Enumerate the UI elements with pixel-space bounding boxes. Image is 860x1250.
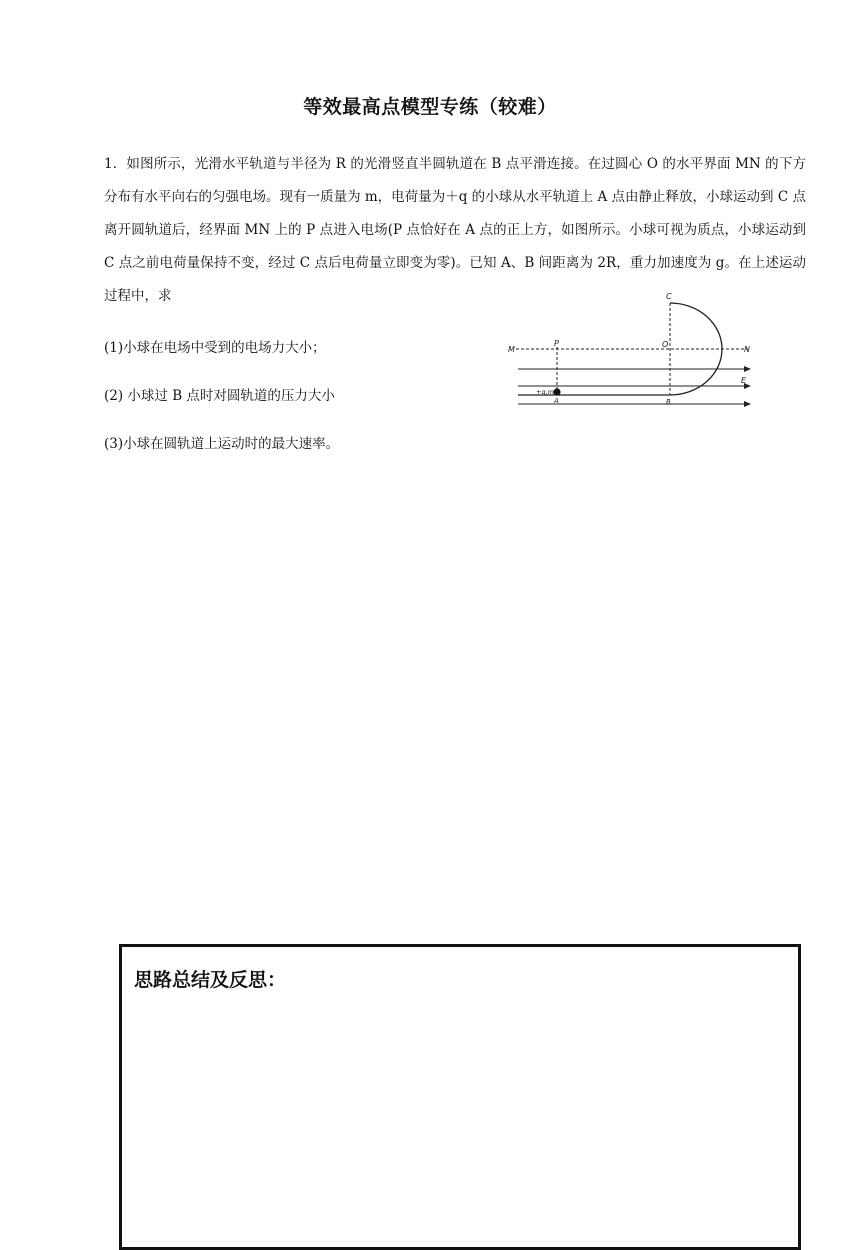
- question-1: (1)小球在电场中受到的电场力大小；: [104, 340, 326, 356]
- label-o: O: [662, 340, 669, 349]
- label-c: C: [666, 292, 672, 301]
- label-p: P: [554, 339, 559, 348]
- physics-diagram: [504, 290, 764, 410]
- page-title: 等效最高点模型专练（较难）: [303, 96, 557, 118]
- label-e: E: [741, 376, 747, 385]
- charged-ball: [553, 388, 560, 395]
- problem-text: 1．如图所示，光滑水平轨道与半径为 R 的光滑竖直半圆轨道在 B 点平滑连接。在过圆心 O 的水平界面 MN 的下方分布有水平向右的匀强电场。现有一质量为 m，电荷量为＋q 的小球从水平轨道上 A 点由静止释放，小球运动到 C 点离开圆轨道后，经界面 MN 上的 P 点进入电场(P 点恰好在 A 点的正上方，如图所示。小球可视为质点，小球运动到 C 点之前电荷量保持不变，经过 C 点后电荷量立即变为零)。已知 A、B 间距离为 2R，重力加速度为 g。在上述运动过程中，求: [104, 156, 806, 304]
- label-b: B: [666, 398, 671, 406]
- question-3: (3)小球在圆轨道上运动时的最大速率。: [104, 436, 340, 452]
- label-charge: +q,m: [536, 388, 554, 396]
- problem-statement: [104, 148, 806, 313]
- label-m: M: [508, 345, 515, 354]
- label-n: N: [744, 345, 750, 354]
- label-a: A: [554, 397, 559, 405]
- summary-box: [119, 944, 801, 1250]
- question-2: (2) 小球过 B 点时对圆轨道的压力大小: [104, 388, 335, 404]
- summary-box-title: 思路总结及反思：: [134, 969, 287, 991]
